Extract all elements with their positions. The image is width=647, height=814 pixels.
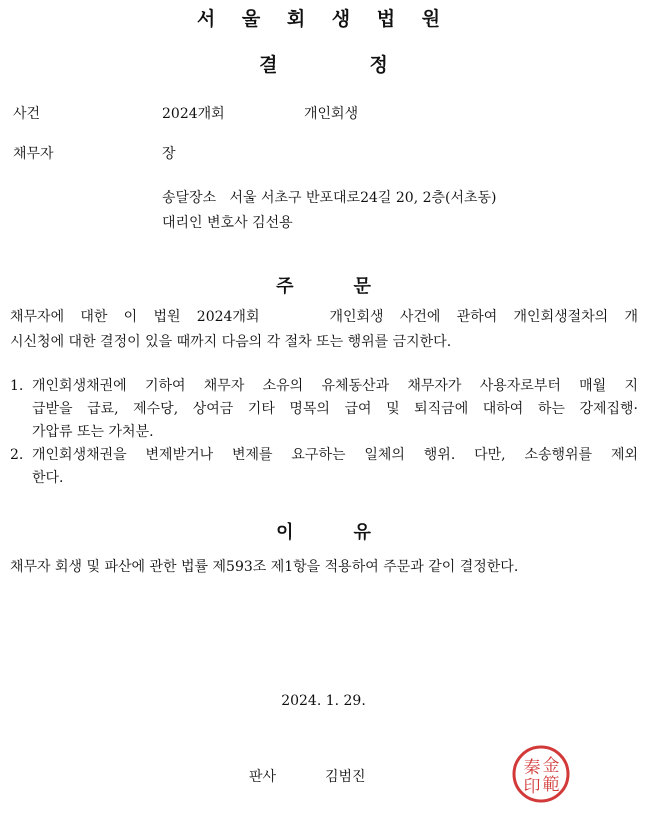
order-heading-left: 주 — [276, 276, 294, 297]
order-intro-paragraph — [10, 305, 638, 355]
seal-char: 金 — [542, 756, 560, 776]
order-heading-right: 문 — [353, 276, 371, 297]
debtor-agent: 대리인 변호사 김선용 — [162, 215, 293, 231]
service-label: 송달장소 — [162, 190, 217, 206]
judge-title: 판사 — [249, 769, 277, 785]
order-item-line: 한다. — [32, 470, 64, 486]
seal-char: 範 — [542, 775, 560, 795]
seal-ring — [514, 747, 568, 801]
order-item-number: 2. — [10, 447, 24, 463]
case-name: 개인회생 — [304, 106, 359, 122]
judge-name: 김범진 — [325, 769, 366, 785]
case-label: 사건 — [13, 106, 41, 122]
order-item-line: 급받을 급료, 제수당, 상여금 기타 명목의 급여 및 퇴직금에 대하여 하는 강제집행· — [32, 401, 638, 417]
decision-date: 2024. 1. 29. — [281, 693, 366, 709]
case-row — [13, 103, 97, 123]
order-intro-line-1 — [10, 305, 638, 330]
service-address-row — [162, 187, 497, 207]
debtor-name: 장 — [162, 146, 176, 162]
order-items-list — [10, 375, 638, 490]
order-item-line: 개인회생채권을 변제받거나 변제를 요구하는 일체의 행위. 다만, 소송행위를 제외 — [32, 447, 638, 463]
debtor-row — [13, 143, 107, 163]
order-intro-line-1a: 채무자에 대한 이 법원 2024개회 — [10, 309, 260, 325]
doc-type-char-right: 정 — [369, 54, 388, 76]
reason-heading-right: 유 — [353, 522, 371, 543]
order-item — [10, 444, 638, 490]
order-item-line: 가압류 또는 가처분. — [32, 424, 154, 440]
order-item-line: 개인회생채권에 기하여 채무자 소유의 유체동산과 채무자가 사용자로부터 매월 지 — [32, 378, 638, 394]
doc-type-char-left: 결 — [259, 54, 278, 76]
order-intro-line-2: 시신청에 대한 결정이 있을 때까지 다음의 각 절차 또는 행위를 금지한다. — [10, 334, 452, 350]
order-intro-line-1b: 개인회생 사건에 관하여 개인회생절차의 개 — [329, 309, 638, 325]
judge-seal — [511, 744, 571, 804]
case-number: 2024개회 — [162, 106, 225, 122]
reason-heading — [0, 518, 647, 544]
order-item-number: 1. — [10, 378, 24, 394]
order-item — [10, 375, 638, 444]
seal-char: 秦 — [523, 758, 541, 778]
document-type-heading — [0, 50, 647, 77]
service-address: 서울 서초구 반포대로24길 20, 2층(서초동) — [229, 190, 497, 206]
reason-heading-left: 이 — [276, 522, 294, 543]
court-name: 서 울 회 생 법 원 — [196, 8, 451, 30]
debtor-label: 채무자 — [13, 146, 54, 162]
seal-char: 印 — [523, 777, 541, 797]
reason-text: 채무자 회생 및 파산에 관한 법률 제593조 제1항을 적용하여 주문과 같이 결정한다. — [10, 559, 519, 575]
order-heading — [0, 272, 647, 298]
